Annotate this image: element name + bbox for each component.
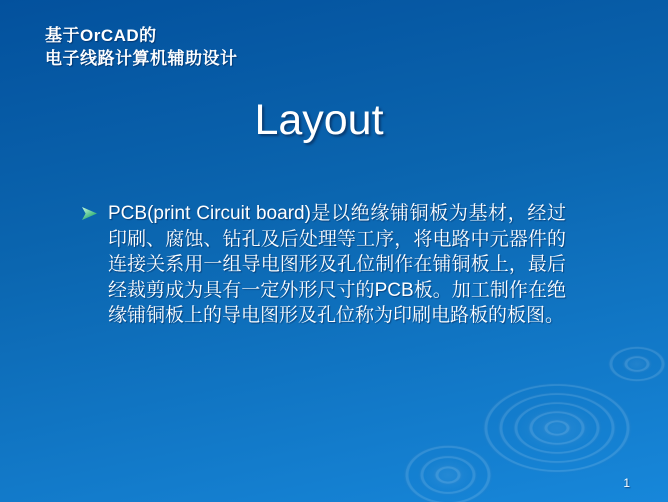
bullet-text: PCB(print Circuit board)是以绝缘铺铜板为基材，经过印刷、腐蚀、钻孔及后处理等工序，将电路中元器件的连接关系用一组导电图形及孔位制作在铺铜板上，最后经裁剪成为具有一定外形尺寸的PCB板。加工制作在绝缘铺铜板上的导电图形及孔位称为印刷电路板的板图。 <box>108 203 566 326</box>
water-ripple-decoration-large <box>481 382 633 474</box>
slide-body <box>82 201 576 329</box>
arrow-right-bullet-icon <box>82 207 97 220</box>
header-line-2: 电子线路计算机辅助设计 <box>45 49 238 68</box>
slide-header <box>45 24 238 70</box>
bullet-item <box>82 201 576 329</box>
page-number: 1 <box>623 476 630 490</box>
header-line-1: 基于OrCAD的 <box>45 26 157 45</box>
slide-title: Layout <box>254 96 384 144</box>
water-ripple-decoration-corner <box>400 442 496 502</box>
water-ripple-decoration-small <box>608 346 666 382</box>
